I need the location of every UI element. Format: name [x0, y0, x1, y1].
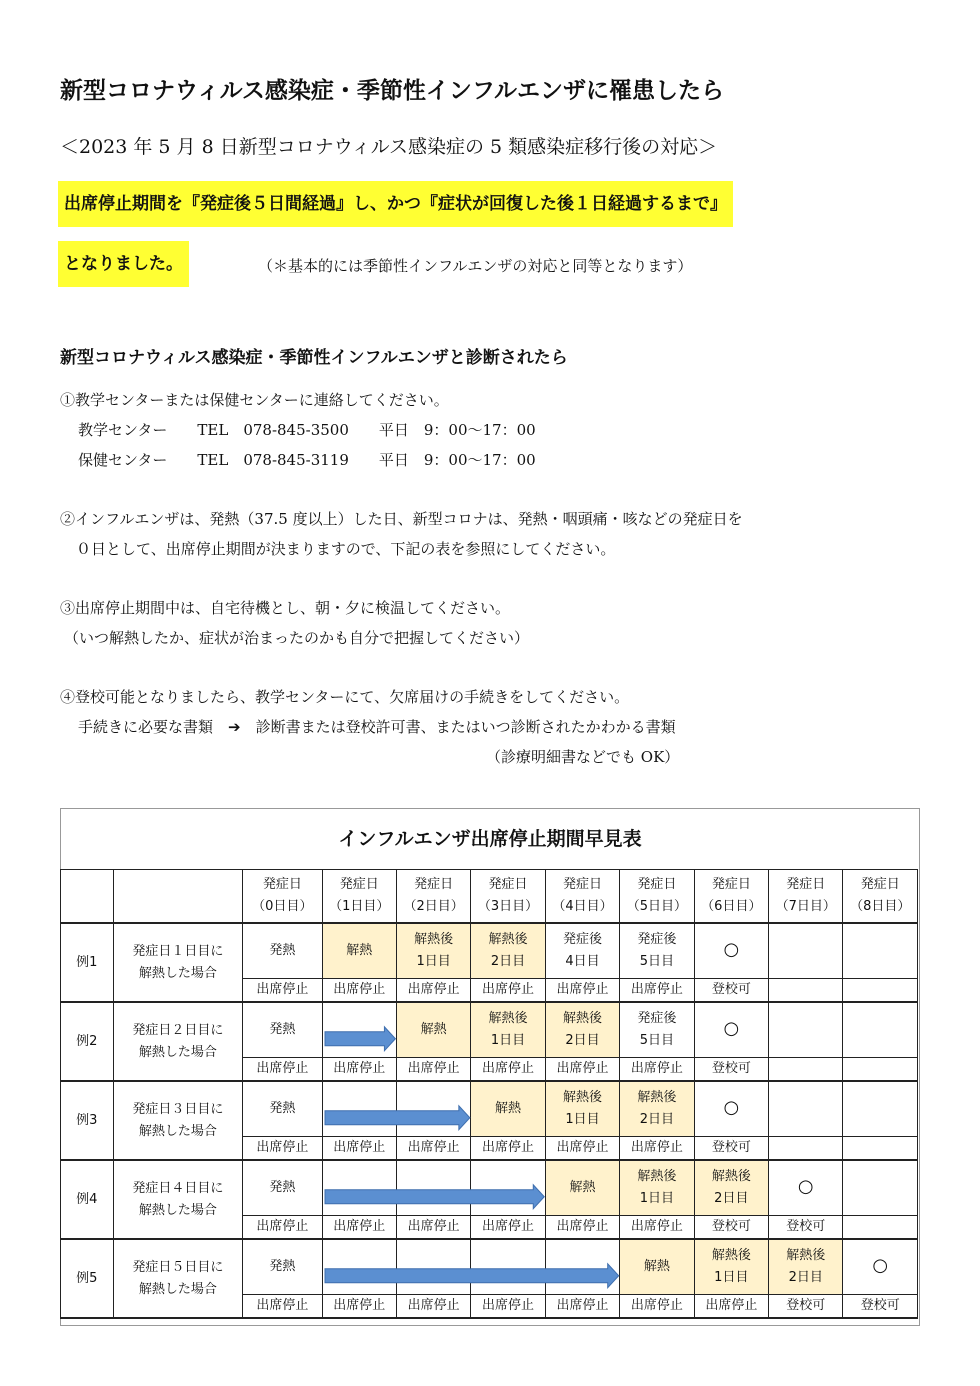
status-line1: 発症後 — [637, 1011, 677, 1026]
example-label: 例3 — [61, 1081, 114, 1160]
attendance-status: 登校可 — [694, 979, 768, 1003]
day-header-line1: 発症日 — [711, 877, 751, 892]
attendance-status: 出席停止 — [620, 979, 694, 1003]
case-line1: 発症日４日目に — [132, 1180, 224, 1196]
attendance-status — [843, 1216, 918, 1240]
attendance-status: 出席停止 — [471, 1137, 545, 1161]
day-header-line1: 発症日 — [488, 877, 528, 892]
highlight-notice-line2: となりました。 — [58, 241, 189, 287]
day-header — [769, 870, 843, 924]
case-description — [113, 1160, 243, 1239]
attendance-suspension-table — [60, 808, 920, 1326]
example-label: 例5 — [61, 1239, 114, 1318]
attendance-status: 登校可 — [694, 1058, 768, 1082]
attendance-status: 出席停止 — [322, 1216, 396, 1240]
day-header-line2: （1日目） — [329, 899, 390, 914]
contact-hoken: 保健センター TEL 078-845-3119 平日 9：00～17：00 — [78, 451, 536, 469]
case-line1: 発症日３日目に — [132, 1101, 224, 1117]
attendance-status: 登校可 — [769, 1295, 843, 1319]
corner-cell — [113, 870, 243, 924]
status-cell — [396, 923, 470, 979]
status-line1: 発熱 — [269, 1022, 296, 1037]
attendance-status: 出席停止 — [471, 979, 545, 1003]
attendance-status: 出席停止 — [620, 1137, 694, 1161]
attendance-status — [843, 1137, 918, 1161]
attendance-status — [843, 1058, 918, 1082]
status-line1: 解熱 — [346, 943, 373, 958]
status-line1: 解熱後 — [488, 1011, 528, 1026]
status-line2: 5日目 — [639, 954, 675, 969]
status-cell — [243, 1002, 322, 1058]
status-line1: 解熱後 — [711, 1248, 751, 1263]
day-header — [620, 870, 694, 924]
status-cell — [322, 923, 396, 979]
page-subtitle: ＜2023 年 5 月 8 日新型コロナウィルス感染症の 5 類感染症移行後の対応＞ — [60, 136, 718, 158]
attendance-status: 出席停止 — [322, 1058, 396, 1082]
status-cell — [843, 1160, 918, 1216]
quick-reference-grid — [60, 869, 918, 1319]
return-ok-mark — [694, 923, 768, 979]
attendance-status: 出席停止 — [396, 1216, 470, 1240]
attendance-status: 出席停止 — [545, 979, 619, 1003]
status-cell — [843, 1081, 918, 1137]
day-header — [694, 870, 768, 924]
step-3-text-cont: （いつ解熱したか、症状が治まったのかも自分で把握してください） — [64, 629, 530, 647]
status-line2: 2日目 — [639, 1112, 675, 1127]
attendance-status: 出席停止 — [620, 1295, 694, 1319]
day-header-line1: 発症日 — [860, 877, 900, 892]
status-cell — [322, 1081, 396, 1137]
return-ok-mark — [694, 1081, 768, 1137]
attendance-status — [769, 1137, 843, 1161]
page-title: 新型コロナウィルス感染症・季節性インフルエンザに罹患したら — [60, 77, 725, 104]
attendance-status: 出席停止 — [545, 1216, 619, 1240]
status-cell — [769, 1002, 843, 1058]
status-line2: 2日目 — [788, 1270, 823, 1285]
status-line1: 発熱 — [269, 943, 296, 958]
status-line2: 2日目 — [714, 1191, 749, 1206]
highlight-notice-line1: 出席停止期間を『発症後５日間経過』し、かつ『症状が回復した後１日経過するまで』 — [58, 181, 733, 227]
step-4-documents: 手続きに必要な書類 ➔ 診断書または登校許可書、またはいつ診断されたかわかる書類 — [78, 718, 676, 736]
attendance-status: 出席停止 — [471, 1058, 545, 1082]
case-line2: 解熱した場合 — [138, 1281, 217, 1297]
status-cell — [471, 1239, 545, 1295]
attendance-status: 出席停止 — [396, 1137, 470, 1161]
status-cell — [545, 1239, 619, 1295]
status-cell — [769, 1081, 843, 1137]
attendance-status: 出席停止 — [243, 1137, 322, 1161]
corner-cell — [61, 870, 114, 924]
status-cell — [243, 1239, 322, 1295]
status-cell — [843, 1002, 918, 1058]
day-header-line2: （8日目） — [850, 899, 911, 914]
attendance-status: 出席停止 — [545, 1295, 619, 1319]
status-line2: 4日目 — [565, 954, 600, 969]
status-cell — [396, 1081, 470, 1137]
status-line1: 解熱後 — [414, 932, 454, 947]
status-cell — [620, 1160, 694, 1216]
status-cell — [322, 1239, 396, 1295]
status-line2: 2日目 — [565, 1033, 600, 1048]
attendance-status: 登校可 — [769, 1216, 843, 1240]
attendance-status: 登校可 — [843, 1295, 918, 1319]
case-line2: 解熱した場合 — [138, 1202, 217, 1218]
attendance-status: 出席停止 — [694, 1295, 768, 1319]
attendance-status: 出席停止 — [322, 1137, 396, 1161]
status-line2: 1日目 — [490, 1033, 526, 1048]
step-1-text: ①教学センターまたは保健センターに連絡してください。 — [60, 391, 449, 409]
status-cell — [322, 1160, 396, 1216]
day-header-line2: （4日目） — [552, 899, 613, 914]
case-line1: 発症日５日目に — [132, 1259, 224, 1275]
case-line1: 発症日２日目に — [132, 1022, 224, 1038]
day-header — [322, 870, 396, 924]
status-cell — [471, 1081, 545, 1137]
step-3-text: ③出席停止期間中は、自宅待機とし、朝・夕に検温してください。 — [60, 599, 511, 617]
status-line1: 解熱後 — [637, 1090, 677, 1105]
attendance-status: 出席停止 — [620, 1058, 694, 1082]
status-line1: 解熱後 — [562, 1090, 602, 1105]
day-header — [843, 870, 918, 924]
return-ok-mark — [769, 1160, 843, 1216]
day-header — [545, 870, 619, 924]
status-line1: 解熱後 — [637, 1169, 677, 1184]
status-cell — [620, 1002, 694, 1058]
attendance-status: 登校可 — [694, 1216, 768, 1240]
status-line1: 発熱 — [269, 1180, 296, 1195]
status-cell — [243, 1160, 322, 1216]
note-text: （＊基本的には季節性インフルエンザの対応と同等となります） — [258, 257, 693, 275]
example-label: 例1 — [61, 923, 114, 1002]
status-cell — [471, 1160, 545, 1216]
status-line1: 発熱 — [269, 1101, 296, 1116]
status-cell — [620, 923, 694, 979]
attendance-status: 出席停止 — [545, 1058, 619, 1082]
attendance-status: 出席停止 — [243, 1295, 322, 1319]
step-4-text: ④登校可能となりましたら、教学センターにて、欠席届けの手続きをしてください。 — [60, 688, 630, 706]
step-2-text: ②インフルエンザは、発熱（37.5 度以上）した日、新型コロナは、発熱・咽頭痛・咳などの発症日を — [60, 510, 743, 528]
contact-kyogaku: 教学センター TEL 078-845-3500 平日 9：00～17：00 — [78, 421, 536, 439]
attendance-status: 出席停止 — [396, 979, 470, 1003]
status-cell — [694, 1239, 768, 1295]
return-ok-mark — [694, 1002, 768, 1058]
attendance-status: 出席停止 — [396, 1058, 470, 1082]
status-cell — [396, 1239, 470, 1295]
day-header — [396, 870, 470, 924]
attendance-status: 出席停止 — [545, 1137, 619, 1161]
case-line1: 発症日１日目に — [132, 943, 224, 959]
case-line2: 解熱した場合 — [138, 1123, 217, 1139]
attendance-status — [769, 1058, 843, 1082]
case-line2: 解熱した場合 — [138, 1044, 217, 1060]
day-header-line2: （6日目） — [701, 899, 762, 914]
section-title: 新型コロナウィルス感染症・季節性インフルエンザと診断されたら — [60, 348, 568, 368]
day-header-line1: 発症日 — [786, 877, 826, 892]
day-header-line2: （7日目） — [775, 899, 836, 914]
status-cell — [243, 1081, 322, 1137]
status-line1: 解熱 — [420, 1022, 447, 1037]
day-header-line2: （0日目） — [252, 899, 313, 914]
status-cell — [243, 923, 322, 979]
day-header-line1: 発症日 — [414, 877, 454, 892]
attendance-status: 出席停止 — [396, 1295, 470, 1319]
case-description — [113, 1239, 243, 1318]
case-description — [113, 1081, 243, 1160]
status-cell — [396, 1160, 470, 1216]
status-cell — [620, 1081, 694, 1137]
attendance-status — [843, 979, 918, 1003]
status-line1: 解熱後 — [786, 1248, 826, 1263]
table-title: インフルエンザ出席停止期間早見表 — [338, 828, 642, 850]
status-line1: 発症後 — [637, 932, 677, 947]
circle-mark: ○ — [723, 939, 740, 960]
attendance-status: 出席停止 — [471, 1295, 545, 1319]
return-ok-mark — [843, 1239, 918, 1295]
status-line1: 解熱 — [569, 1180, 596, 1195]
attendance-status: 登校可 — [694, 1137, 768, 1161]
status-line2: 1日目 — [416, 954, 451, 969]
case-description — [113, 1002, 243, 1081]
status-line1: 解熱後 — [562, 1011, 602, 1026]
day-header — [471, 870, 545, 924]
status-line1: 解熱後 — [711, 1169, 751, 1184]
circle-mark: ○ — [723, 1018, 740, 1039]
status-cell — [396, 1002, 470, 1058]
status-line1: 解熱 — [495, 1101, 522, 1116]
attendance-status: 出席停止 — [471, 1216, 545, 1240]
example-label: 例4 — [61, 1160, 114, 1239]
status-cell — [620, 1239, 694, 1295]
attendance-status: 出席停止 — [243, 1058, 322, 1082]
status-cell — [471, 1002, 545, 1058]
day-header-line1: 発症日 — [262, 877, 302, 892]
day-header-line1: 発症日 — [562, 877, 602, 892]
day-header-line2: （3日目） — [477, 899, 539, 914]
attendance-status: 出席停止 — [243, 979, 322, 1003]
attendance-status: 出席停止 — [620, 1216, 694, 1240]
status-line2: 1日目 — [714, 1270, 749, 1285]
circle-mark: ○ — [872, 1255, 889, 1276]
day-header-line1: 発症日 — [339, 877, 379, 892]
status-cell — [769, 1239, 843, 1295]
attendance-status: 出席停止 — [322, 979, 396, 1003]
day-header-line1: 発症日 — [637, 877, 677, 892]
status-cell — [471, 923, 545, 979]
status-line1: 発症後 — [562, 932, 602, 947]
day-header-line2: （2日目） — [403, 899, 464, 914]
status-cell — [545, 1160, 619, 1216]
circle-mark: ○ — [797, 1176, 814, 1197]
case-line2: 解熱した場合 — [138, 965, 217, 981]
attendance-status — [769, 979, 843, 1003]
status-cell — [545, 1002, 619, 1058]
status-line1: 解熱 — [643, 1259, 670, 1274]
status-cell — [769, 923, 843, 979]
day-header-line2: （5日目） — [626, 899, 688, 914]
status-line2: 1日目 — [639, 1191, 675, 1206]
example-label: 例2 — [61, 1002, 114, 1081]
status-cell — [694, 1160, 768, 1216]
status-cell — [322, 1002, 396, 1058]
case-description — [113, 923, 243, 1002]
status-line2: 2日目 — [490, 954, 526, 969]
circle-mark: ○ — [723, 1097, 740, 1118]
status-cell — [843, 923, 918, 979]
day-header — [243, 870, 322, 924]
status-line2: 5日目 — [639, 1033, 675, 1048]
status-line1: 解熱後 — [488, 932, 528, 947]
status-cell — [545, 1081, 619, 1137]
status-line1: 発熱 — [269, 1259, 296, 1274]
step-2-text-cont: ０日として、出席停止期間が決まりますので、下記の表を参照にしてください。 — [76, 540, 616, 558]
attendance-status: 出席停止 — [243, 1216, 322, 1240]
status-line2: 1日目 — [565, 1112, 600, 1127]
step-4-documents-note: （診療明細書などでも OK） — [486, 748, 680, 766]
attendance-status: 出席停止 — [322, 1295, 396, 1319]
status-cell — [545, 923, 619, 979]
